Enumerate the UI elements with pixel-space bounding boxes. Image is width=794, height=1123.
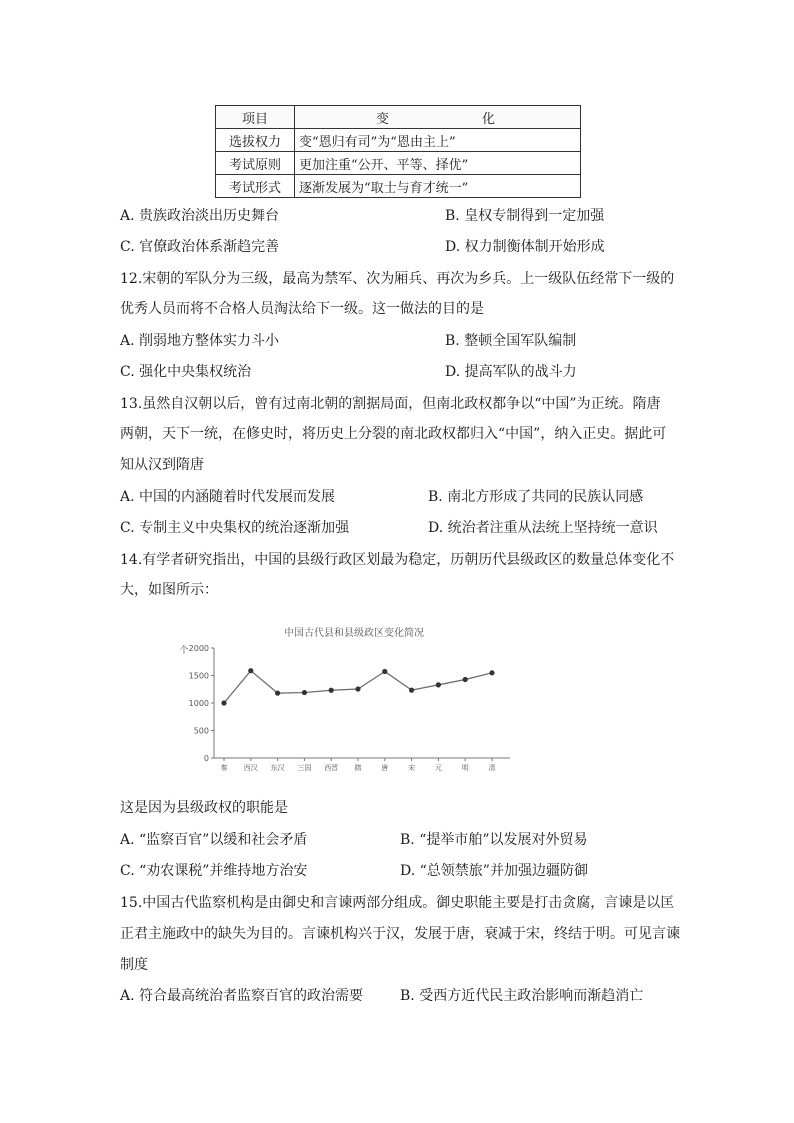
q13-stem-line-2: 两朝，天下一统，在修史时，将历史上分裂的南北政权都归入“中国”，纳入正史。据此可 [120,426,667,442]
x-ticks [221,758,496,772]
q14-question: 这是因为县级政权的职能是 [120,800,288,816]
chart-axes [214,648,510,758]
table-cell: 更加注重“公开、平等、择优” [295,152,581,175]
q12-option-b: B. 整顿全国军队编制 [445,333,577,349]
q14-stem-line-1: 14.有学者研究指出，中国的县级行政区划最为稳定，历朝历代县级政区的数量总体变化不 [120,552,675,568]
q14-stem-line-2: 大，如图所示： [120,582,218,598]
q14-option-d: D. “总领禁旅”并加强边疆防御 [400,863,588,879]
q15-option-b: B. 受西方近代民主政治影响而渐趋消亡 [400,988,644,1004]
x-tick-label: 秦 [220,764,228,772]
q13-option-d: D. 统治者注重从法统上坚持统一意识 [428,520,658,536]
q15-stem-line-2: 正君主施政中的缺失为目的。言谏机构兴于汉，发展于唐，衰减于宋，终结于明。可见言谏 [120,926,680,942]
q14-option-c: C. “劝农课税”并维持地方治安 [120,863,308,879]
x-tick-label: 三国 [297,764,312,772]
y-axis-label: 个 [179,646,189,656]
data-point [409,688,414,693]
change-table [215,105,581,198]
q13-stem-line-3: 知从汉到隋唐 [120,457,204,473]
table-row [216,152,581,175]
x-tick-label: 唐 [381,764,389,772]
x-tick-label: 西汉 [243,764,258,772]
y-ticks [189,644,214,763]
q12-stem-line-2: 优秀人员而将不合格人员淘汰给下一级。这一做法的目的是 [120,301,484,317]
q11-option-c: C. 官僚政治体系渐趋完善 [120,239,280,255]
table-cell: 选拔权力 [216,129,295,152]
x-tick-label: 东汉 [270,764,285,772]
series-line [221,668,494,705]
table-cell: 逐渐发展为“取士与育才统一” [295,175,581,198]
q13-option-b: B. 南北方形成了共同的民族认同感 [428,489,644,505]
q13-option-a: A. 中国的内涵随着时代发展而发展 [120,489,336,505]
y-tick-label: 1500 [188,671,209,681]
table-row [216,129,581,152]
q14-option-a: A. “监察百官”以缓和社会矛盾 [120,832,308,848]
table-row [216,175,581,198]
data-point [355,686,360,691]
q12-stem-line-1: 12.宋朝的军队分为三级，最高为禁军、次为厢兵、再次为乡兵。上一级队伍经常下一级的 [120,271,675,287]
table-cell: 考试原则 [216,152,295,175]
q11-option-a: A. 贵族政治淡出历史舞台 [120,208,280,224]
data-point [436,682,441,687]
county-count-chart [174,620,520,772]
q11-option-b: B. 皇权专制得到一定加强 [445,208,605,224]
q15-stem-line-1: 15.中国古代监察机构是由御史和言谏两部分组成。御史职能主要是打击贪腐，言谏是以匡 [120,895,675,911]
data-point [275,691,280,696]
x-tick-label: 明 [461,764,469,772]
x-tick-label: 元 [434,764,442,772]
table-cell: 考试形式 [216,175,295,198]
data-point [463,677,468,682]
chart-title: 中国古代县和县级政区变化简况 [284,628,424,639]
data-point [382,669,387,674]
q11-option-d: D. 权力制衡体制开始形成 [445,239,605,255]
x-tick-label: 隋 [354,764,362,772]
y-tick-label: 0 [203,754,209,763]
table-header-item: 项目 [216,106,295,129]
q15-stem-line-3: 制度 [120,957,148,973]
table-cell: 变“恩归有司”为“恩由主上” [295,129,581,152]
data-point [302,690,307,695]
data-point [329,688,334,693]
q13-option-c: C. 专制主义中央集权的统治逐渐加强 [120,520,350,536]
q12-option-d: D. 提高军队的战斗力 [445,364,577,380]
x-tick-label: 宋 [408,764,416,772]
x-tick-label: 清 [488,764,496,772]
q12-option-a: A. 削弱地方整体实力斗小 [120,333,280,349]
table-header-change: 变 化 [295,106,581,129]
q13-stem-line-1: 13.虽然自汉朝以后，曾有过南北朝的割据局面，但南北政权都争以“中国”为正统。隋唐 [120,396,661,412]
y-tick-label: 500 [193,726,209,736]
q15-option-a: A. 符合最高统治者监察百官的政治需要 [120,988,364,1004]
y-tick-label: 2000 [188,644,209,653]
x-tick-label: 西晋 [324,764,339,772]
data-point [489,670,494,675]
y-tick-label: 1000 [188,699,209,708]
q14-option-b: B. “提举市舶”以发展对外贸易 [400,832,588,848]
data-point [221,700,226,705]
q12-option-c: C. 强化中央集权统治 [120,364,252,380]
table-header-row [216,106,581,129]
data-point [248,668,253,673]
